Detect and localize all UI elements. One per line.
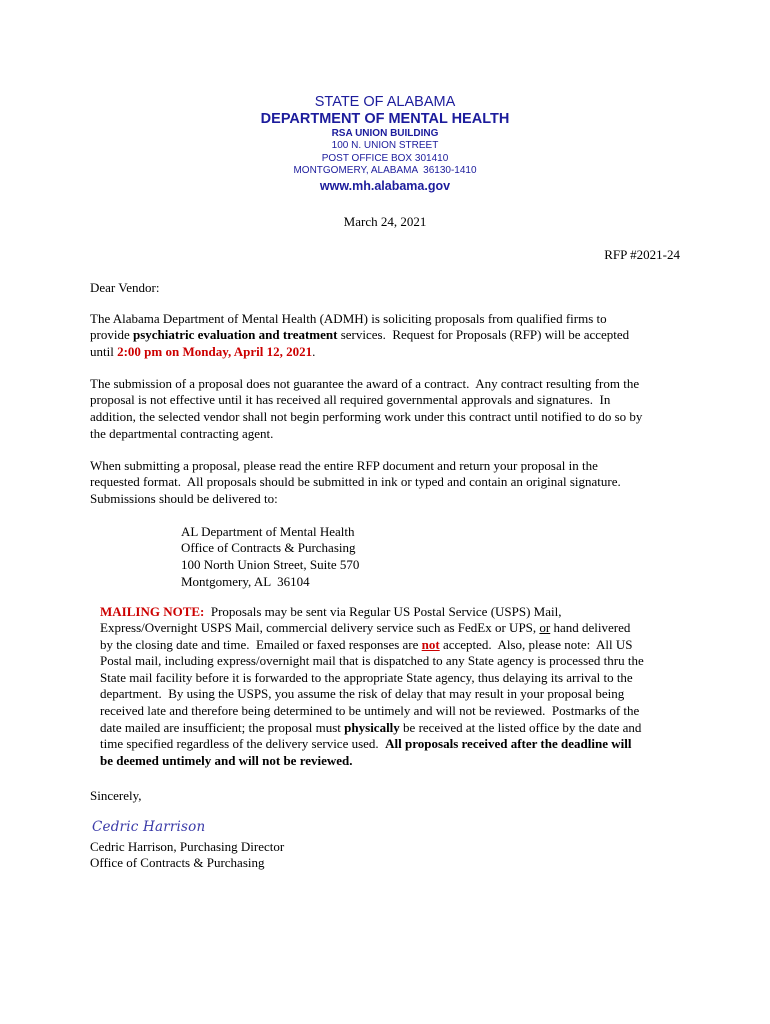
text-segment: . bbox=[312, 343, 316, 359]
letterhead-po-box: POST OFFICE BOX 301410 bbox=[321, 152, 449, 164]
letterhead bbox=[0, 94, 770, 195]
text-segment: received late and therefore being determined to be untimely and will not be reviewed. Postmarks of the bbox=[100, 703, 640, 719]
text-segment: requested format. All proposals should be submitted in ink or typed and contain an original signature. bbox=[90, 474, 621, 490]
letterhead-department: DEPARTMENT OF MENTAL HEALTH bbox=[260, 111, 510, 127]
signer-block bbox=[90, 839, 284, 872]
text-segment: Proposals may be sent via Regular US Postal Service (USPS) Mail, bbox=[204, 603, 562, 619]
text-line bbox=[90, 474, 621, 491]
paragraph-solicitation bbox=[90, 311, 629, 361]
text-line bbox=[100, 753, 644, 770]
text-segment: Express/Overnight USPS Mail, commercial delivery service such as FedEx or UPS, bbox=[100, 620, 540, 636]
emphasized-text: psychiatric evaluation and treatment bbox=[132, 327, 338, 343]
paragraph-contract-terms bbox=[90, 376, 642, 443]
address-line: Office of Contracts & Purchasing bbox=[181, 540, 356, 556]
text-segment: The Alabama Department of Mental Health (ADMH) is soliciting proposals from qualified firms to bbox=[90, 310, 607, 326]
emphasized-text: 2:00 pm on Monday, April 12, 2021 bbox=[117, 343, 313, 359]
paragraph-submission bbox=[90, 458, 621, 508]
text-line bbox=[90, 311, 629, 328]
text-segment: be received at the listed office by the date and bbox=[399, 719, 642, 735]
text-line bbox=[100, 686, 644, 703]
letterhead-city: MONTGOMERY, ALABAMA 36130-1410 bbox=[293, 164, 477, 176]
text-line bbox=[100, 670, 644, 687]
text-segment: Submissions should be delivered to: bbox=[90, 490, 278, 506]
text-segment: date mailed are insufficient; the proposal must bbox=[100, 719, 345, 735]
address-line: Montgomery, AL 36104 bbox=[181, 573, 310, 589]
text-segment: proposal is not effective until it has received all required governmental approvals and signatures. In bbox=[90, 392, 611, 408]
text-segment: When submitting a proposal, please read the entire RFP document and return your proposal in the bbox=[90, 457, 598, 473]
emphasized-text: All proposals received after the deadline will bbox=[385, 736, 632, 752]
emphasized-text: not bbox=[421, 636, 440, 652]
text-line bbox=[90, 344, 629, 361]
text-segment: time specified regardless of the delivery service used. bbox=[100, 736, 386, 752]
mailing-note bbox=[100, 604, 644, 770]
text-line bbox=[100, 604, 644, 621]
text-line bbox=[90, 458, 621, 475]
address-line: AL Department of Mental Health bbox=[181, 523, 355, 539]
text-line bbox=[90, 409, 642, 426]
letterhead-website-link[interactable]: www.mh.alabama.gov bbox=[319, 179, 451, 194]
text-line bbox=[90, 376, 642, 393]
text-segment: department. By using the USPS, you assume the risk of delay that may result in your proposal being bbox=[100, 686, 625, 702]
text-line bbox=[90, 392, 642, 409]
text-line bbox=[100, 720, 644, 737]
letterhead-street: 100 N. UNION STREET bbox=[331, 140, 439, 152]
rfp-number: RFP #2021-24 bbox=[604, 246, 680, 262]
text-segment: accepted. Also, please note: All US bbox=[439, 636, 633, 652]
text-line bbox=[100, 620, 644, 637]
emphasized-text: or bbox=[539, 620, 551, 636]
emphasized-text: MAILING NOTE: bbox=[100, 603, 205, 619]
text-line bbox=[100, 653, 644, 670]
text-line bbox=[90, 491, 621, 508]
text-segment: until bbox=[90, 343, 118, 359]
letterhead-building: RSA UNION BUILDING bbox=[331, 128, 439, 139]
text-segment: services. Request for Proposals (RFP) will be accepted bbox=[337, 327, 630, 343]
text-line bbox=[90, 426, 642, 443]
text-segment: provide bbox=[90, 327, 133, 343]
address-line: 100 North Union Street, Suite 570 bbox=[181, 556, 360, 572]
text-segment: addition, the selected vendor shall not begin performing work under this contract until notified to do so by bbox=[90, 408, 643, 424]
text-segment: Postal mail, including express/overnight mail that is dispatched to any State agency is processed thru the bbox=[100, 653, 644, 669]
closing: Sincerely, bbox=[90, 787, 142, 803]
text-segment: State mail facility before it is forwarded to the appropriate State agency, thus delaying its arrival to the bbox=[100, 669, 633, 685]
salutation: Dear Vendor: bbox=[90, 279, 160, 295]
signer-name-title: Cedric Harrison, Purchasing Director bbox=[90, 838, 285, 854]
text-segment: The submission of a proposal does not guarantee the award of a contract. Any contract resulting from the bbox=[90, 375, 640, 391]
signer-office: Office of Contracts & Purchasing bbox=[90, 855, 265, 871]
emphasized-text: be deemed untimely and will not be reviewed. bbox=[100, 752, 353, 768]
letter-date: March 24, 2021 bbox=[343, 213, 427, 229]
letterhead-state: STATE OF ALABAMA bbox=[314, 94, 456, 110]
text-segment: by the closing date and time. Emailed or faxed responses are bbox=[100, 636, 422, 652]
text-segment: the departmental contracting agent. bbox=[90, 425, 274, 441]
text-segment: hand delivered bbox=[550, 620, 631, 636]
text-line bbox=[100, 736, 644, 753]
text-line bbox=[100, 703, 644, 720]
text-line bbox=[90, 327, 629, 344]
text-line bbox=[100, 637, 644, 654]
handwritten-signature: Cedric Harrison bbox=[92, 819, 206, 835]
emphasized-text: physically bbox=[344, 719, 400, 735]
delivery-address bbox=[181, 524, 359, 591]
